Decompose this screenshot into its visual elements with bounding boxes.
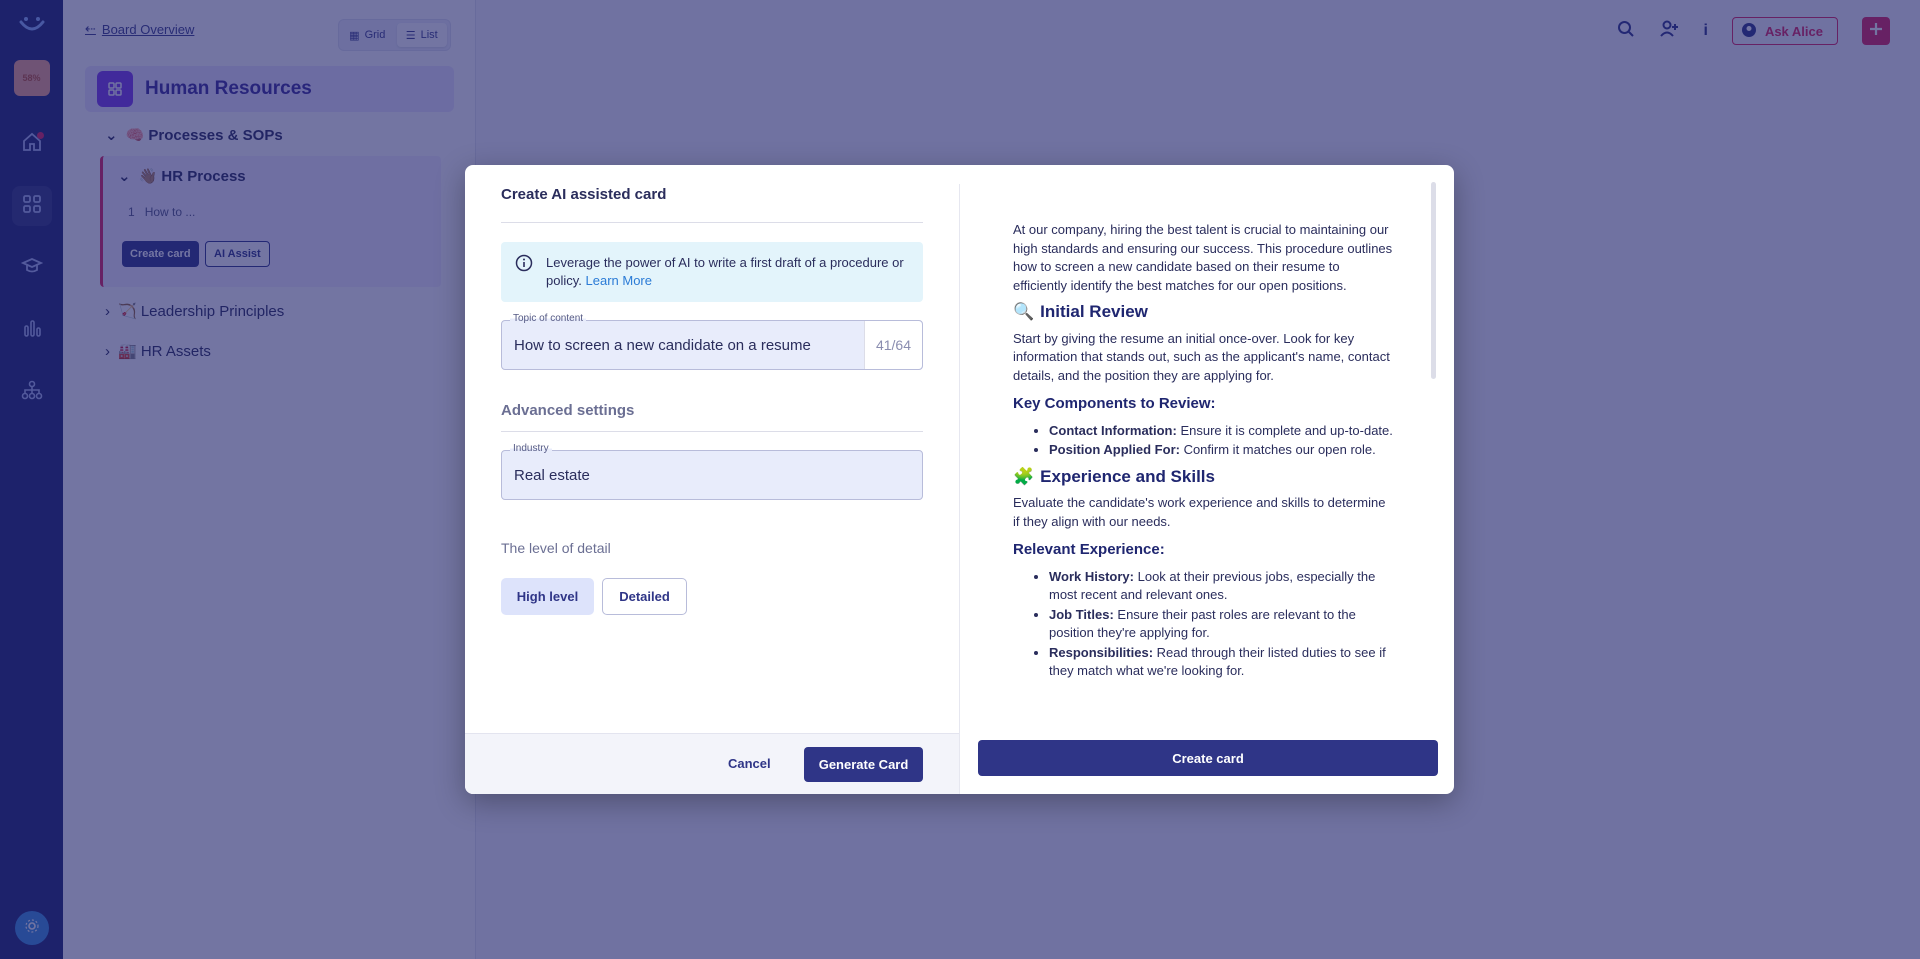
intro-paragraph: At our company, hiring the best talent is crucial to maintaining our high standards and ensuring our success. This procedure outlines how to screen a new candidate based on their resume to efficiently identify the best matches for our open positions. [1013, 222, 1393, 293]
generated-preview[interactable] [1013, 221, 1393, 721]
magnifier-icon: 🔍 [1013, 302, 1035, 321]
experience-text: Evaluate the candidate's work experience and skills to determine if they align with our needs. [1013, 495, 1386, 529]
list-item [1049, 568, 1393, 605]
list-item [1049, 606, 1393, 643]
item-text: Look at their previous jobs, especially the most recent and relevant ones. [1049, 568, 1376, 602]
modal-form-panel [465, 165, 959, 794]
key-components-heading: Key Components to Review: [1013, 395, 1216, 412]
industry-input[interactable]: Real estate [514, 467, 590, 484]
heading-text: Initial Review [1040, 302, 1148, 321]
industry-label: Industry [510, 443, 552, 454]
modal-footer [465, 733, 959, 794]
create-ai-card-modal [465, 165, 1454, 794]
key-components-list [1013, 422, 1393, 460]
list-item [1049, 441, 1393, 460]
modal-title: Create AI assisted card [501, 186, 667, 203]
industry-field[interactable] [501, 443, 923, 500]
item-text: Ensure their past roles are relevant to the position they're applying for. [1049, 606, 1356, 640]
experience-heading [1013, 468, 1393, 487]
generate-card-button[interactable]: Generate Card [804, 747, 923, 782]
item-text: Read through their listed duties to see if they match what we're looking for. [1049, 644, 1386, 678]
create-card-button[interactable]: Create card [978, 740, 1438, 776]
info-circle-icon [515, 254, 533, 277]
detail-level-label: The level of detail [501, 540, 611, 556]
item-text: Confirm it matches our open role. [1179, 442, 1376, 457]
topic-input[interactable]: How to screen a new candidate on a resume [514, 337, 811, 354]
relevant-experience-list [1013, 568, 1393, 681]
item-term: Responsibilities: [1049, 644, 1154, 660]
learn-more-link[interactable]: Learn More [585, 273, 652, 288]
topic-field[interactable] [501, 313, 923, 370]
topic-label: Topic of content [510, 313, 586, 324]
cancel-button[interactable]: Cancel [728, 756, 771, 771]
preview-panel [960, 165, 1454, 794]
advanced-settings-heading: Advanced settings [501, 402, 635, 419]
list-item [1049, 644, 1393, 681]
info-text: Leverage the power of AI to write a first draft of a procedure or policy. [546, 255, 904, 288]
list-item [1049, 422, 1393, 441]
preview-scrollbar[interactable] [1431, 182, 1436, 379]
divider [501, 222, 923, 223]
item-term: Contact Information: [1049, 422, 1177, 438]
character-count: 41/64 [864, 321, 922, 369]
puzzle-icon: 🧩 [1013, 466, 1035, 486]
item-term: Work History: [1049, 568, 1134, 584]
initial-review-heading [1013, 303, 1393, 322]
heading-text: Experience and Skills [1040, 466, 1215, 486]
item-term: Position Applied For: [1049, 442, 1180, 457]
info-banner [501, 242, 923, 302]
item-term: Job Titles: [1049, 606, 1114, 622]
item-text: Ensure it is complete and up-to-date. [1176, 422, 1393, 438]
high-level-option[interactable]: High level [501, 578, 594, 615]
relevant-experience-heading: Relevant Experience: [1013, 541, 1165, 558]
divider [501, 431, 923, 432]
detailed-option[interactable]: Detailed [602, 578, 687, 615]
initial-review-text: Start by giving the resume an initial once-over. Look for key information that stands out, such as the applicant's name, contact details, and the position they are applying for. [1013, 330, 1390, 383]
